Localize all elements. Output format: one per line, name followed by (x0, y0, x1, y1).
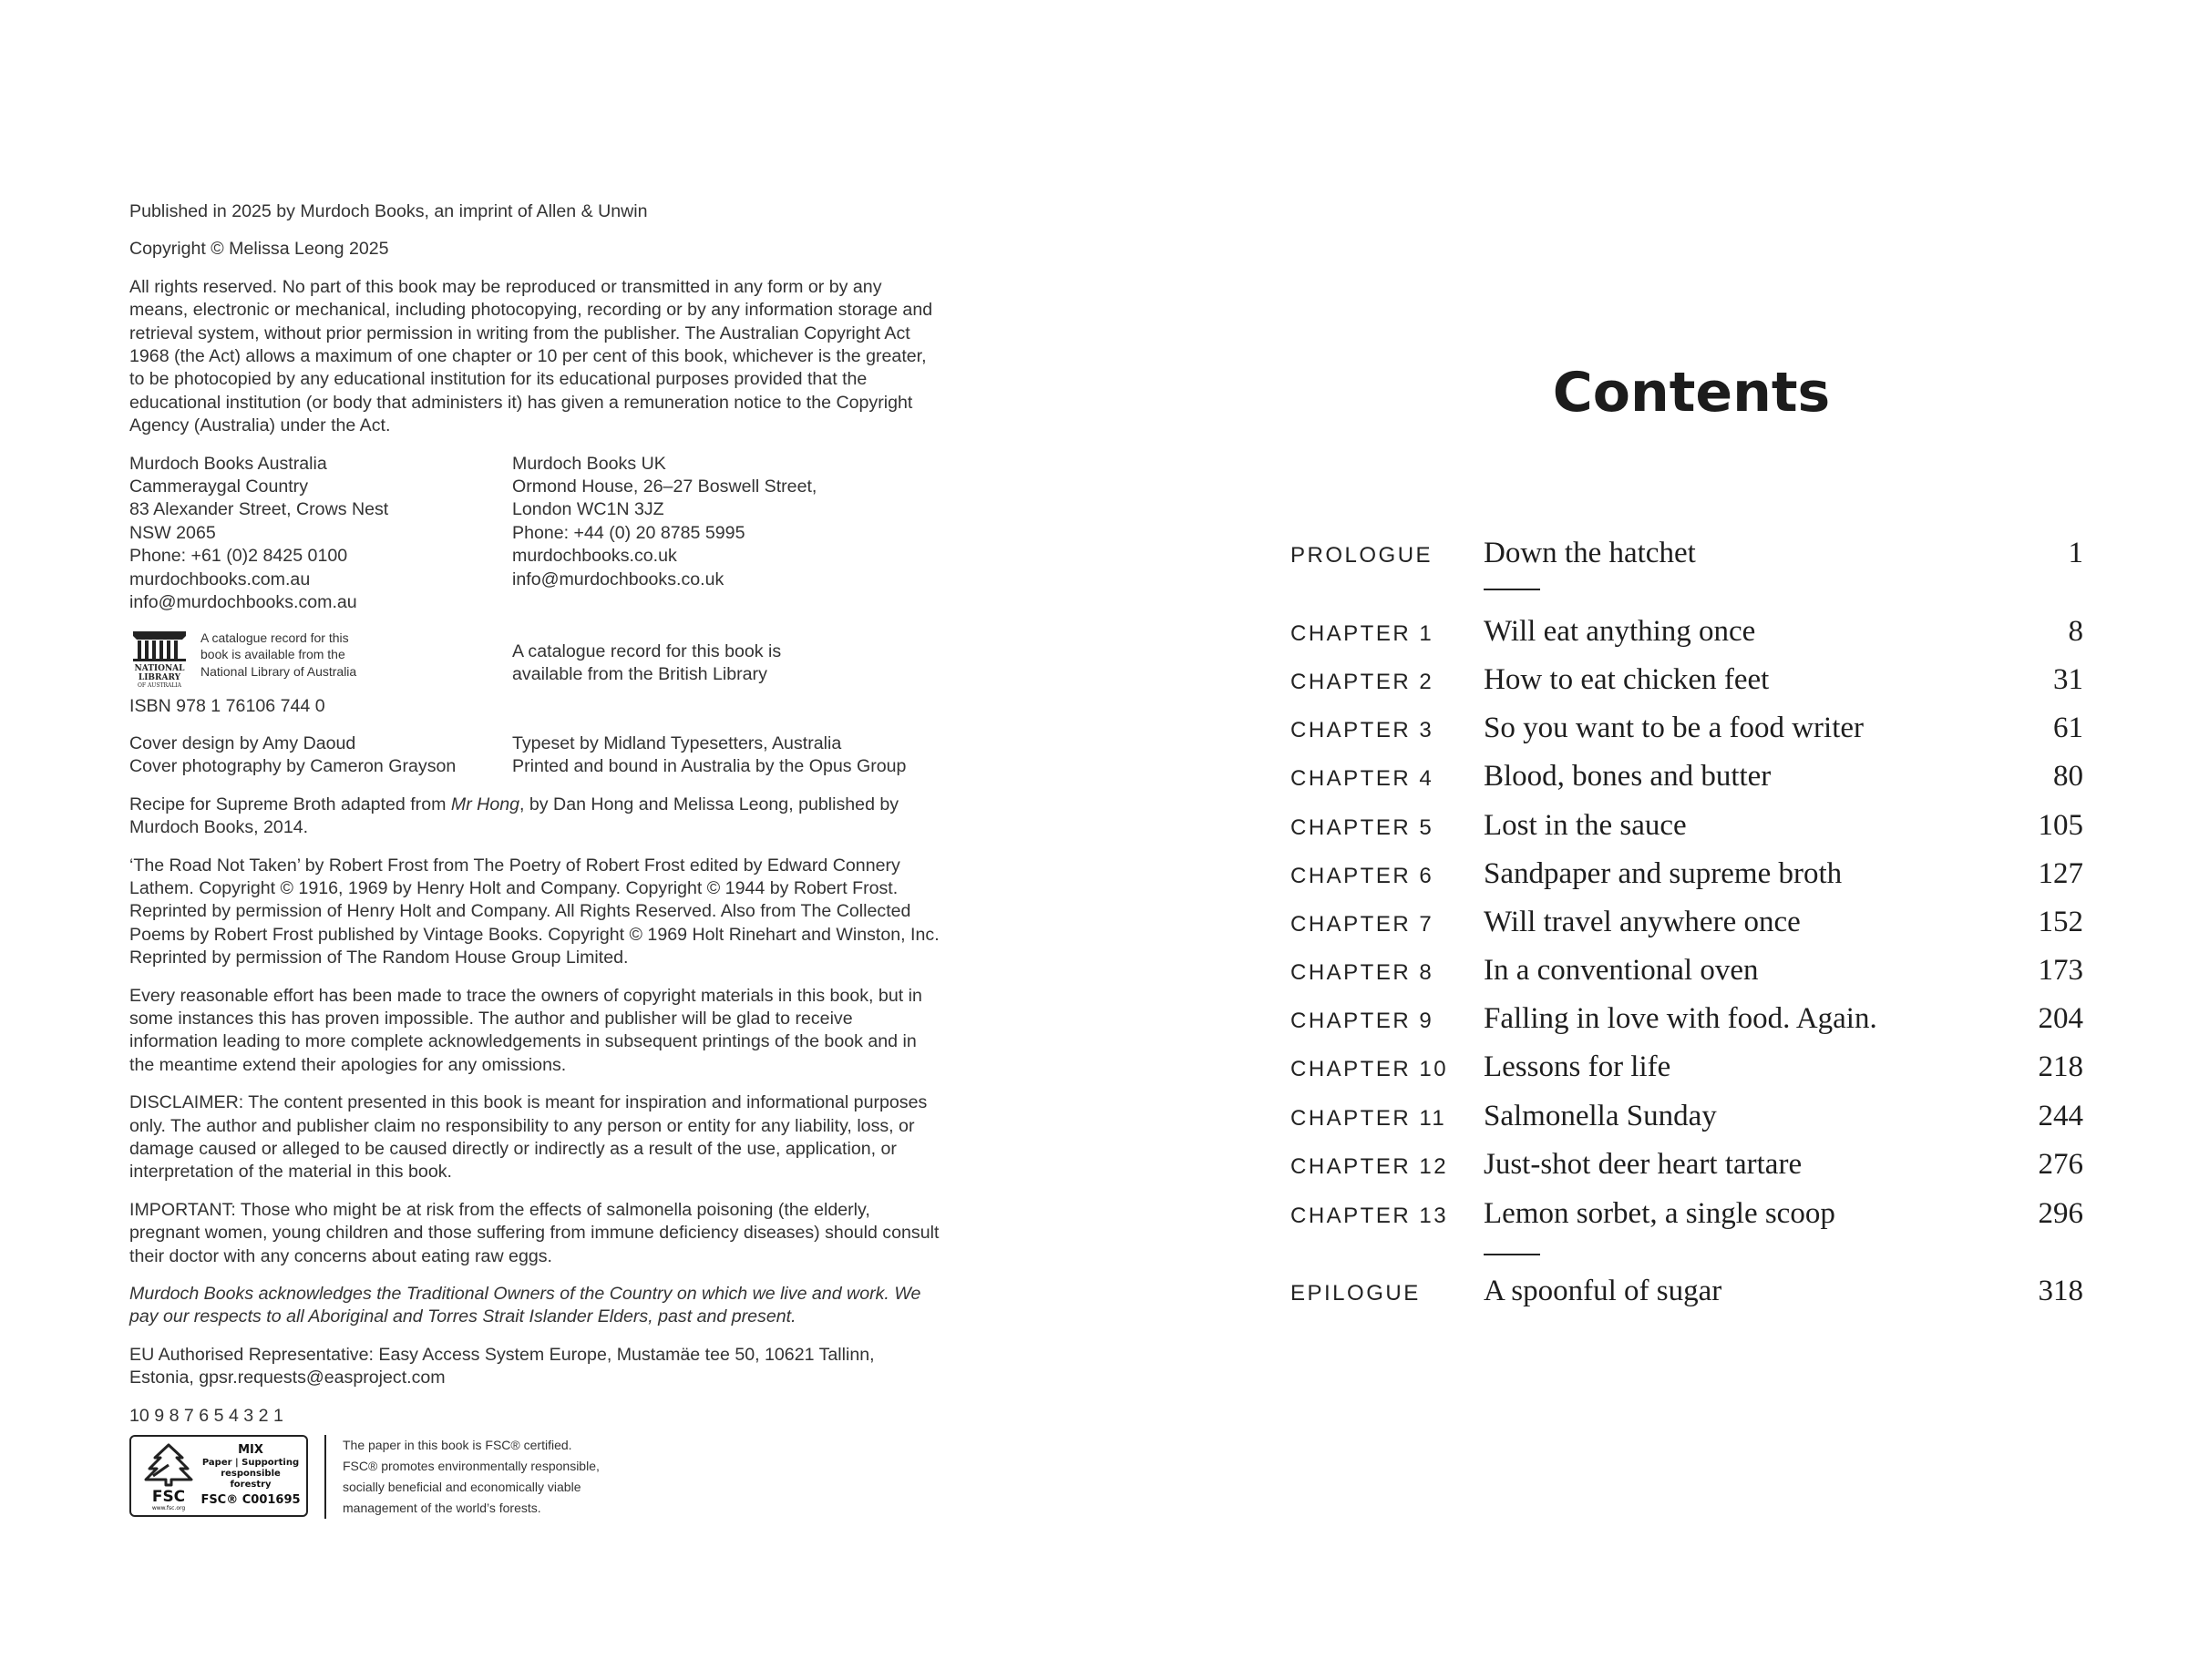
contents-entry (1290, 1266, 2083, 1316)
printed-line: Printed and bound in Australia by the Opus Group (512, 756, 907, 777)
disclaimer-paragraph: DISCLAIMER: The content presented in this book is meant for inspiration and informational purposes only. The author and publisher claim no responsibility to any person or entity for any liability, loss, or damage caused or alleged to be caused directly or indirectly as a result of the use, application, or interpretation of the material in this book. (129, 1092, 928, 1183)
print-line: 10 9 8 7 6 5 4 3 2 1 (129, 1405, 283, 1426)
address-line: Murdoch Books Australia (129, 453, 327, 474)
svg-text:LIBRARY: LIBRARY (138, 672, 181, 682)
fsc-licence-code: FSC® C001695 (200, 1493, 301, 1508)
chapter-title: In a conventional oven (1484, 954, 1759, 987)
address-line: NSW 2065 (129, 522, 216, 543)
fsc-mix-label: MIX (238, 1443, 263, 1458)
address-line: London WC1N 3JZ (512, 499, 664, 520)
section-rule (1484, 589, 1540, 590)
contents-entry (1290, 1140, 2083, 1189)
nla-record-text (200, 630, 356, 690)
contents-entry (1290, 703, 2083, 753)
chapter-label: CHAPTER 12 (1290, 1154, 1449, 1179)
address-line: murdochbooks.com.au (129, 569, 311, 589)
catalogue-records (129, 630, 942, 690)
chapter-label: CHAPTER 11 (1290, 1106, 1447, 1131)
contents-title: Contents (1552, 361, 1831, 425)
bl-record-line: A catalogue record for this book is (512, 640, 782, 661)
contents-entry (1290, 655, 2083, 704)
production-credits (129, 732, 942, 779)
address-line: Phone: +61 (0)2 8425 0100 (129, 546, 348, 567)
fsc-statement-line: FSC® promotes environmentally responsible, (343, 1459, 600, 1474)
chapter-label: CHAPTER 5 (1290, 815, 1434, 840)
chapter-page-number: 204 (2038, 1002, 2083, 1035)
chapter-label: CHAPTER 2 (1290, 670, 1434, 694)
recipe-credit-text: Recipe for Supreme Broth adapted from (129, 794, 451, 814)
fsc-divider (324, 1435, 326, 1519)
chapter-title: Lost in the sauce (1484, 809, 1687, 842)
copyright-effort-paragraph: Every reasonable effort has been made to trace the owners of copyright materials in this book, but in some instances this has proven impossible. The author and publisher will be glad to receive information leading to more complete acknowledgements in subsequent printings of the book and in the meantime extend their apologies for any omissions. (129, 985, 922, 1075)
fsc-statement-line: management of the world’s forests. (343, 1501, 541, 1516)
chapter-page-number: 296 (2038, 1197, 2083, 1230)
chapter-page-number: 276 (2038, 1148, 2083, 1181)
chapter-label: CHAPTER 9 (1290, 1009, 1434, 1033)
address-line: Phone: +44 (0) 20 8785 5995 (512, 522, 745, 543)
chapter-title: Blood, bones and butter (1484, 760, 1772, 793)
chapter-title: Just-shot deer heart tartare (1484, 1148, 1803, 1181)
chapter-page-number: 218 (2038, 1050, 2083, 1083)
chapter-page-number: 127 (2038, 857, 2083, 890)
cover-credits (129, 732, 512, 779)
chapter-page-number: 105 (2038, 809, 2083, 842)
section-rule (1484, 1254, 1540, 1255)
typeset-line: Typeset by Midland Typesetters, Australia (512, 732, 842, 753)
chapter-title: Salmonella Sunday (1484, 1100, 1717, 1132)
address-line: murdochbooks.co.uk (512, 546, 677, 567)
contents-page (1290, 0, 2092, 1680)
chapter-label: CHAPTER 8 (1290, 960, 1434, 985)
chapter-title: Falling in love with food. Again. (1484, 1002, 1877, 1035)
frost-permission: ‘The Road Not Taken’ by Robert Frost from The Poetry of Robert Frost edited by Edward Connery Lathem. Copyright © 1916, 1969 by Henry Holt and Company. Copyright © 1944 by Robert Frost. Reprinted by permission of Henry Holt and Company. All Rights Reserved. Also from The Collected Poems by Robert Frost published by Vintage Books. Copyright © 1969 Holt Rinehart and Winston, Inc. Reprinted by permission of The Random House Group Limited. (129, 855, 940, 968)
rights-paragraph: All rights reserved. No part of this book may be reproduced or transmitted in any form or by any means, electronic or mechanical, including photocopying, recording or by any information storage and retrieval system, without prior permission in writing from the publisher. The Australian Copyright Act 1968 (the Act) allows a maximum of one chapter or 10 per cent of this book, whichever is the greater, to be photocopied by any educational institution for its educational purposes provided that the educational institution (or body that administers it) has given a remuneration notice to the Copyright Agency (Australia) under the Act. (129, 276, 933, 436)
fsc-tree-icon (137, 1439, 200, 1512)
chapter-page-number: 31 (2053, 663, 2083, 696)
nla-record-line: National Library of Australia (200, 663, 357, 679)
chapter-page-number: 61 (2053, 712, 2083, 744)
chapter-title: Lemon sorbet, a single scoop (1484, 1197, 1835, 1230)
chapter-label: EPILOGUE (1290, 1281, 1421, 1306)
chapter-title: How to eat chicken feet (1484, 663, 1770, 696)
chapter-page-number: 1 (2068, 537, 2083, 569)
published-line: Published in 2025 by Murdoch Books, an imprint of Allen & Unwin (129, 201, 648, 221)
fsc-statement-line: socially beneficial and economically viable (343, 1480, 581, 1495)
fsc-logo-text: FSC (151, 1488, 186, 1507)
contents-entry (1290, 946, 2083, 995)
imprint-page (129, 200, 942, 1519)
fsc-statement (343, 1435, 653, 1519)
important-paragraph: IMPORTANT: Those who might be at risk from the effects of salmonella poisoning (the elderly, pregnant women, young children and those suffering from immune deficiency diseases) should consult their doctor with any concerns about eating raw eggs. (129, 1199, 940, 1266)
eu-representative: EU Authorised Representative: Easy Access System Europe, Mustamäe tee 50, 10621 Tallinn, Estonia, gpsr.requests@easproject.com (129, 1344, 875, 1388)
fsc-label (200, 1443, 301, 1509)
address-line: 83 Alexander Street, Crows Nest (129, 499, 389, 520)
national-library-logo-icon (129, 630, 190, 690)
nla-record-line: A catalogue record for this (200, 630, 349, 645)
contents-entry (1290, 1042, 2083, 1091)
fsc-paper-line: responsible forestry (221, 1469, 281, 1490)
chapter-title: Will travel anywhere once (1484, 906, 1801, 938)
chapter-page-number: 318 (2038, 1275, 2083, 1307)
contents-entry (1290, 528, 2083, 578)
fsc-paper-line: Paper | Supporting (201, 1458, 300, 1469)
chapter-page-number: 152 (2038, 906, 2083, 938)
address-uk (512, 453, 942, 615)
acknowledgement-of-country: Murdoch Books acknowledges the Traditional Owners of the Country on which we live and work. We pay our respects to all Aboriginal and Torres Strait Islander Elders, past and present. (129, 1284, 921, 1327)
contents-entry (1290, 752, 2083, 801)
nla-record (129, 630, 512, 690)
contents-entry (1290, 1189, 2083, 1238)
chapter-label: PROLOGUE (1290, 543, 1433, 568)
cover-photo-line: Cover photography by Cameron Grayson (129, 756, 457, 777)
recipe-book-title: Mr Hong (450, 794, 520, 814)
print-credits (512, 732, 942, 779)
isbn-line: ISBN 978 1 76106 744 0 (129, 695, 325, 716)
chapter-title: Down the hatchet (1484, 537, 1696, 569)
chapter-label: CHAPTER 4 (1290, 766, 1434, 791)
chapter-label: CHAPTER 7 (1290, 912, 1434, 937)
contents-entry (1290, 994, 2083, 1043)
chapter-label: CHAPTER 6 (1290, 864, 1434, 888)
fsc-logo-badge (129, 1435, 308, 1517)
contents-entry (1290, 897, 2083, 947)
address-australia (129, 453, 512, 615)
nla-record-line: book is available from the (200, 647, 345, 661)
bl-record-line: available from the British Library (512, 663, 767, 684)
svg-text:NATIONAL: NATIONAL (134, 663, 185, 673)
svg-text:OF AUSTRALIA: OF AUSTRALIA (137, 681, 182, 689)
contents-entry (1290, 1091, 2083, 1141)
address-line: Ormond House, 26–27 Boswell Street, (512, 476, 817, 497)
fsc-certification (129, 1435, 942, 1519)
chapter-title: Lessons for life (1484, 1050, 1671, 1083)
cover-design-line: Cover design by Amy Daoud (129, 732, 356, 753)
contents-entry (1290, 607, 2083, 656)
copyright-line: Copyright © Melissa Leong 2025 (129, 239, 389, 260)
chapter-label: CHAPTER 1 (1290, 621, 1434, 646)
publisher-addresses (129, 453, 942, 615)
fsc-url: www.fsc.org (151, 1505, 186, 1512)
chapter-page-number: 80 (2053, 760, 2083, 793)
contents-entry (1290, 801, 2083, 850)
chapter-page-number: 173 (2038, 954, 2083, 987)
contents-entry (1290, 849, 2083, 898)
chapter-label: CHAPTER 10 (1290, 1057, 1449, 1081)
chapter-label: CHAPTER 13 (1290, 1204, 1449, 1228)
address-line: Cammeraygal Country (129, 476, 309, 497)
recipe-credit (129, 794, 942, 840)
fsc-statement-line: The paper in this book is FSC® certified. (343, 1438, 572, 1453)
chapter-title: A spoonful of sugar (1484, 1275, 1722, 1307)
address-line: Murdoch Books UK (512, 453, 666, 474)
address-line: info@murdochbooks.co.uk (512, 569, 724, 589)
chapter-title: Will eat anything once (1484, 615, 1756, 648)
recipe-credit-text: , by Dan Hong and Melissa Leong, published by Murdoch Books, 2014. (129, 794, 899, 838)
address-line: info@murdochbooks.com.au (129, 592, 357, 613)
chapter-title: Sandpaper and supreme broth (1484, 857, 1843, 890)
chapter-page-number: 244 (2038, 1100, 2083, 1132)
chapter-label: CHAPTER 3 (1290, 718, 1434, 743)
chapter-title: So you want to be a food writer (1484, 712, 1864, 744)
chapter-page-number: 8 (2068, 615, 2083, 648)
british-library-record (512, 630, 781, 687)
